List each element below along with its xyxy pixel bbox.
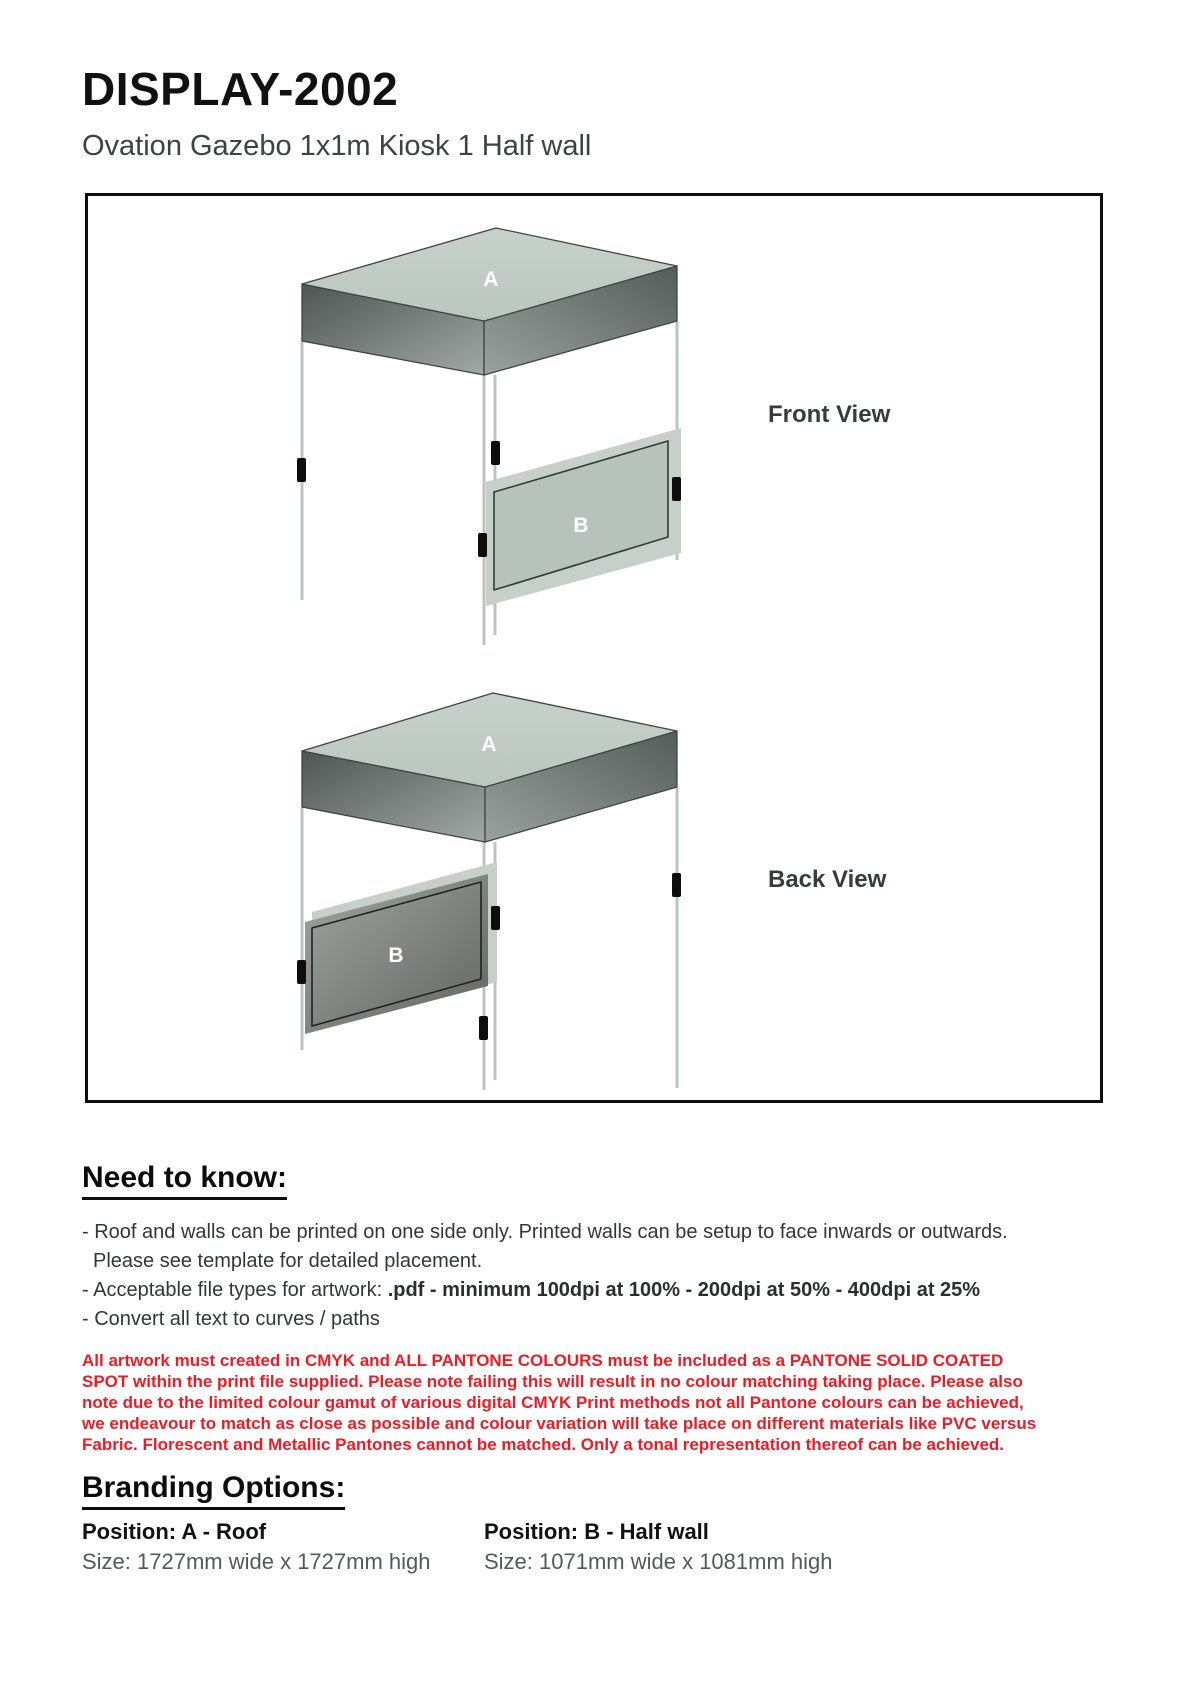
front-half-wall-label: B: [573, 514, 589, 537]
need-to-know-list: [82, 1218, 1062, 1334]
clip-icon: [491, 441, 500, 465]
branding-options-heading: Branding Options:: [82, 1472, 345, 1510]
branding-option-half-wall-size: Size: 1071mm wide x 1081mm high: [484, 1549, 833, 1574]
gazebo-diagram: [88, 196, 1100, 1100]
bullet-print-sides: [82, 1218, 1062, 1276]
back-half-wall-label: B: [388, 944, 404, 967]
bullet-print-sides-line1: - Roof and walls can be printed on one side only. Printed walls can be setup to face inwards or outwards.: [82, 1221, 1008, 1243]
branding-option-roof-size: Size: 1727mm wide x 1727mm high: [82, 1549, 431, 1574]
need-to-know-heading: Need to know:: [82, 1162, 287, 1200]
back-view-label: Back View: [768, 866, 887, 893]
branding-option-half-wall: [484, 1518, 833, 1576]
bullet-file-types-specs: .pdf - minimum 100dpi at 100% - 200dpi at 50% - 400dpi at 25%: [387, 1279, 981, 1301]
front-view-drawing: [297, 228, 681, 645]
branding-option-half-wall-position: Position: B - Half wall: [484, 1519, 709, 1544]
clip-icon: [491, 906, 500, 930]
page-subtitle: Ovation Gazebo 1x1m Kiosk 1 Half wall: [82, 130, 592, 162]
back-view-drawing: [297, 693, 681, 1090]
back-roof-label: A: [481, 733, 497, 756]
clip-icon: [672, 477, 681, 501]
branding-option-roof: [82, 1518, 431, 1576]
branding-option-roof-position: Position: A - Roof: [82, 1519, 267, 1544]
bullet-file-types: [82, 1276, 1062, 1305]
diagram-box: [85, 193, 1103, 1103]
clip-icon: [478, 533, 487, 557]
front-view-label: Front View: [768, 401, 891, 428]
page-title: DISPLAY-2002: [82, 63, 399, 115]
clip-icon: [672, 873, 681, 897]
clip-icon: [297, 960, 306, 984]
pantone-warning-text: All artwork must created in CMYK and ALL PANTONE COLOURS must be included as a PANTONE SOLID COATED SPOT within the print file supplied. Please note failing this will result in no colour matching taking place. Please also note due to the limited colour gamut of various digital CMYK Print methods not all Pantone colours can be achieved, we endeavour to match as close as possible and colour variation will take place on different materials like PVC versus Fabric. Florescent and Metallic Pantones cannot be matched. Only a tonal representation thereof can be achieved.: [82, 1351, 1037, 1454]
clip-icon: [479, 1016, 488, 1040]
clip-icon: [297, 458, 306, 482]
bullet-file-types-prefix: - Acceptable file types for artwork:: [82, 1279, 388, 1301]
bullet-print-sides-line2: Please see template for detailed placement.: [93, 1250, 483, 1272]
front-roof-label: A: [483, 268, 499, 291]
bullet-curves: - Convert all text to curves / paths: [82, 1308, 380, 1330]
